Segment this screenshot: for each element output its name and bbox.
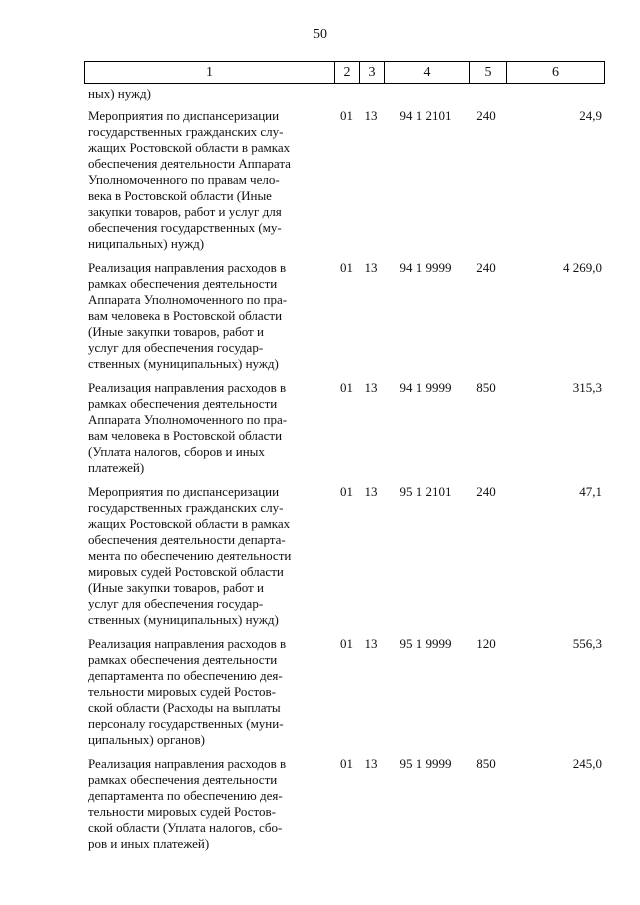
row-target-code: 94 1 9999 — [399, 260, 452, 275]
row-expense-type: 240 — [476, 260, 496, 275]
header-col-4: 4 — [385, 62, 470, 84]
row-target-code: 95 1 9999 — [399, 636, 452, 651]
row-subsection: 13 — [364, 108, 378, 123]
row-section: 01 — [340, 636, 353, 651]
row-subsection: 13 — [364, 756, 378, 771]
row-amount: 24,9 — [579, 108, 602, 123]
row-target-code: 94 1 2101 — [399, 108, 452, 123]
row-subsection: 13 — [364, 260, 378, 275]
row-section: 01 — [340, 108, 353, 123]
row-description: Реализация направления расходов в рамках обеспечения деятельности департамента по обеспечению дея- тельности мировых судей Ростов- ской области (Уплата налогов, сбо- ров и иных платежей) — [88, 756, 287, 851]
table-row — [84, 484, 604, 628]
row-amount: 47,1 — [579, 484, 602, 499]
header-col-3: 3 — [360, 62, 385, 84]
table-header — [84, 61, 605, 84]
row-description: Реализация направления расходов в рамках обеспечения деятельности департамента по обеспечению дея- тельности мировых судей Ростов- ской области (Расходы на выплаты персоналу государственных (муни- ципальных) органов) — [88, 636, 287, 747]
row-subsection: 13 — [364, 636, 378, 651]
row-amount: 4 269,0 — [563, 260, 602, 275]
table-row — [84, 380, 604, 476]
continuation-text: ных) нужд) — [88, 86, 151, 101]
table-body — [84, 86, 604, 860]
header-col-1: 1 — [85, 62, 335, 84]
row-description: Мероприятия по диспансеризации государственных гражданских слу- жащих Ростовской области в рамках обеспечения деятельности департа- мента по обеспечению деятельности мировых судей Ростовской области (Иные закупки товаров, работ и услуг для обеспечения государ- ственных (муниципальных) нужд) — [88, 484, 292, 627]
row-description: Реализация направления расходов в рамках обеспечения деятельности Аппарата Уполномоченного по пра- вам человека в Ростовской области (Иные закупки товаров, работ и услуг для обеспечения государ- ственных (муниципальных) нужд) — [88, 260, 288, 371]
row-target-code: 95 1 9999 — [399, 756, 452, 771]
page-number: 50 — [313, 27, 327, 42]
table-row — [84, 636, 604, 748]
row-amount: 245,0 — [572, 756, 602, 771]
row-target-code: 95 1 2101 — [399, 484, 452, 499]
row-section: 01 — [340, 756, 353, 771]
row-section: 01 — [340, 380, 353, 395]
row-expense-type: 850 — [476, 756, 496, 771]
table-row — [84, 756, 604, 852]
row-subsection: 13 — [364, 380, 378, 395]
table-row — [84, 260, 604, 372]
row-expense-type: 850 — [476, 380, 496, 395]
row-expense-type: 240 — [476, 484, 496, 499]
row-section: 01 — [340, 484, 353, 499]
row-target-code: 94 1 9999 — [399, 380, 452, 395]
row-section: 01 — [340, 260, 353, 275]
header-col-5: 5 — [470, 62, 507, 84]
row-description: Мероприятия по диспансеризации государственных гражданских слу- жащих Ростовской области в рамках обеспечения деятельности Аппарата Уполномоченного по правам чело- века в Ростовской области (Иные закупки товаров, работ и услуг для обеспечения государственных (му- ниципальных) нужд) — [88, 108, 291, 251]
header-col-2: 2 — [335, 62, 360, 84]
header-col-6: 6 — [507, 62, 605, 84]
table-row — [84, 108, 604, 252]
row-description: Реализация направления расходов в рамках обеспечения деятельности Аппарата Уполномоченного по пра- вам человека в Ростовской области (Уплата налогов, сборов и иных платежей) — [88, 380, 288, 475]
row-amount: 315,3 — [572, 380, 602, 395]
row-amount: 556,3 — [572, 636, 602, 651]
row-expense-type: 240 — [476, 108, 496, 123]
row-expense-type: 120 — [476, 636, 496, 651]
row-subsection: 13 — [364, 484, 378, 499]
